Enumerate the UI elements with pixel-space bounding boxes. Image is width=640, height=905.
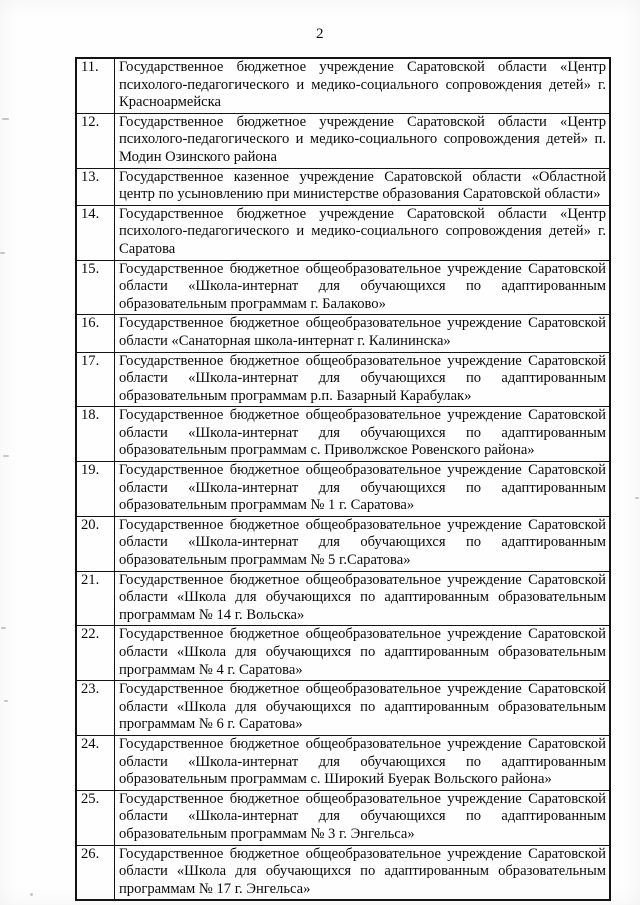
row-number: 12. (76, 113, 115, 168)
row-number: 25. (76, 790, 115, 845)
row-number: 14. (76, 205, 115, 260)
scan-artifact (4, 700, 8, 702)
row-text: Государственное бюджетное общеобразовательное учреждение Саратовской области «Санаторная школа-интернат г. Калининска» (115, 315, 611, 352)
scan-artifact (635, 497, 639, 499)
row-text: Государственное бюджетное общеобразовательное учреждение Саратовской области «Школа для обучающихся по адаптированным образовательным программам № 6 г. Саратова» (115, 681, 611, 736)
row-text: Государственное бюджетное общеобразовательное учреждение Саратовской области «Школа-интернат для обучающихся по адаптированным образовательным программам № 5 г.Саратова» (115, 516, 611, 571)
row-text: Государственное бюджетное общеобразовательное учреждение Саратовской области «Школа-интернат для обучающихся по адаптированным образовательным программам № 3 г. Энгельса» (115, 790, 611, 845)
scan-artifact (0, 252, 5, 254)
table-row (76, 845, 610, 900)
row-text: Государственное бюджетное общеобразовательное учреждение Саратовской области «Школа для обучающихся по адаптированным образовательным программам № 4 г. Саратова» (115, 626, 611, 681)
table-row (76, 168, 610, 205)
scan-artifact (3, 455, 9, 457)
row-number: 26. (76, 845, 115, 900)
table-row (76, 58, 610, 113)
row-number: 15. (76, 260, 115, 315)
row-text: Государственное бюджетное общеобразовательное учреждение Саратовской области «Школа для обучающихся по адаптированным образовательным программам № 14 г. Вольска» (115, 571, 611, 626)
table-row (76, 352, 610, 407)
table-row (76, 205, 610, 260)
institutions-table (75, 57, 611, 901)
table-row (76, 571, 610, 626)
scan-artifact (1, 627, 6, 629)
row-text: Государственное бюджетное общеобразовательное учреждение Саратовской области «Школа-интернат для обучающихся по адаптированным образовательным программам № 1 г. Саратова» (115, 462, 611, 517)
table-row (76, 516, 610, 571)
table-row (76, 790, 610, 845)
row-number: 21. (76, 571, 115, 626)
row-number: 11. (76, 58, 115, 113)
row-number: 16. (76, 315, 115, 352)
row-text: Государственное бюджетное общеобразовательное учреждение Саратовской области «Школа-интернат для обучающихся по адаптированным образовательным программам р.п. Базарный Карабулак» (115, 352, 611, 407)
table-row (76, 113, 610, 168)
row-number: 23. (76, 681, 115, 736)
row-text: Государственное бюджетное учреждение Саратовской области «Центр психолого-педагогического и медико-социального сопровождения детей» п. Модин Озинского района (115, 113, 611, 168)
table-row (76, 681, 610, 736)
row-text: Государственное бюджетное учреждение Саратовской области «Центр психолого-педагогического и медико-социального сопровождения детей» г. Саратова (115, 205, 611, 260)
table-row (76, 626, 610, 681)
row-text: Государственное бюджетное общеобразовательное учреждение Саратовской области «Школа-интернат для обучающихся по адаптированным образовательным программам г. Балаково» (115, 260, 611, 315)
row-number: 22. (76, 626, 115, 681)
row-text: Государственное бюджетное общеобразовательное учреждение Саратовской области «Школа-интернат для обучающихся по адаптированным образовательным программам с. Широкий Буерак Вольского района» (115, 735, 611, 790)
table-row (76, 260, 610, 315)
table-row (76, 462, 610, 517)
table-row (76, 315, 610, 352)
row-number: 24. (76, 735, 115, 790)
table-row (76, 407, 610, 462)
scan-artifact (30, 893, 33, 896)
row-number: 19. (76, 462, 115, 517)
row-text: Государственное бюджетное общеобразовательное учреждение Саратовской области «Школа-интернат для обучающихся по адаптированным образовательным программам с. Приволжское Ровенского района» (115, 407, 611, 462)
page-number: 2 (316, 26, 324, 42)
row-number: 17. (76, 352, 115, 407)
row-number: 18. (76, 407, 115, 462)
row-text: Государственное казенное учреждение Саратовской области «Областной центр по усыновлению при министерстве образования Саратовской области» (115, 168, 611, 205)
row-text: Государственное бюджетное учреждение Саратовской области «Центр психолого-педагогического и медико-социального сопровождения детей» г. Красноармейска (115, 58, 611, 113)
row-number: 13. (76, 168, 115, 205)
row-text: Государственное бюджетное общеобразовательное учреждение Саратовской области «Школа для обучающихся по адаптированным образовательным программам № 17 г. Энгельса» (115, 845, 611, 900)
table-row (76, 735, 610, 790)
row-number: 20. (76, 516, 115, 571)
scan-artifact (2, 118, 9, 120)
